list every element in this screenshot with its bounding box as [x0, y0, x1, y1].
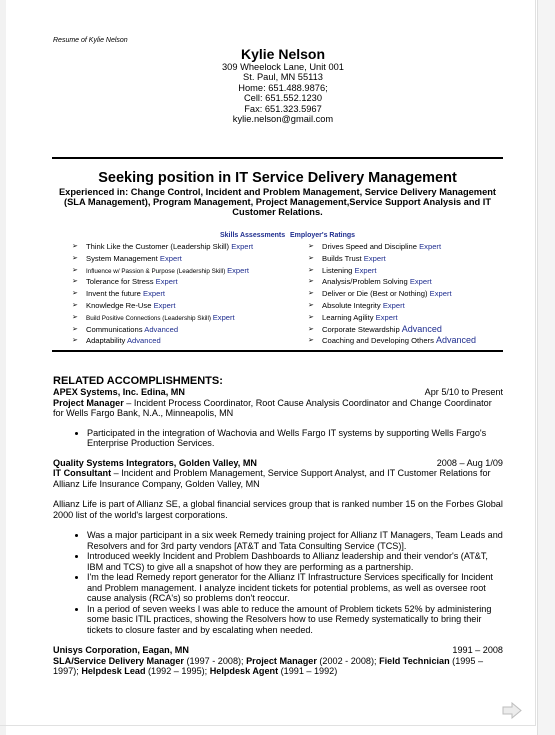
skill-item [308, 253, 476, 265]
skill-rating: Advanced [144, 324, 179, 334]
skill-rating: Expert [429, 289, 452, 299]
skill-item [72, 324, 253, 336]
skill-rating: Advanced [126, 336, 161, 346]
unisys-role-5: Helpdesk Agent [209, 666, 279, 676]
list-item: • Was a major participant in a six week Remedy training project for Allianz IT Managers, Team Leads and Resolvers and for 3rd party vendors [AT&T and Tata Consulting Service (TCS)]. [87, 530, 503, 551]
section-heading: RELATED ACCOMPLISHMENTS: [53, 375, 223, 387]
skills-list-right [308, 241, 477, 347]
skill-name: Analysis/Problem Solving [322, 277, 408, 287]
arrow-bullet-icon: ➢ [72, 313, 78, 321]
apex-job-row [53, 387, 503, 398]
cell-phone: Cell: 651.552.1230 [243, 93, 323, 104]
skill-name: Build Positive Connections (Leadership Skill) [86, 314, 211, 322]
skill-item [308, 335, 477, 347]
skill-name: Communications [86, 324, 143, 334]
skill-item [72, 300, 253, 312]
objective-title: Seeking position in IT Service Delivery Management [98, 170, 457, 186]
arrow-bullet-icon: ➢ [72, 243, 78, 250]
unisys-job-row [53, 645, 503, 656]
skill-rating: Expert [153, 300, 176, 310]
unisys-role-3-dates: (1995 – 1997); [53, 655, 484, 676]
skill-name: Tolerance for Stress [86, 277, 154, 287]
unisys-role-1-dates: (1997 - 2008); [183, 655, 247, 666]
skill-item [72, 241, 254, 253]
unisys-role-3: Field Technician [379, 655, 450, 666]
divider-middle [52, 350, 503, 352]
skill-rating: Expert [212, 312, 235, 322]
unisys-role-2-dates: (2002 - 2008); [316, 655, 380, 666]
skill-name: System Management [86, 253, 158, 263]
skill-rating: Expert [419, 242, 442, 251]
skill-item [72, 253, 253, 265]
unisys-role-2: Project Manager [246, 655, 317, 666]
skill-name: Knowledge Re-Use [86, 300, 152, 310]
skill-name: Adaptability [86, 336, 126, 346]
skill-rating: Expert [155, 277, 178, 287]
skill-name: Think Like the Customer (Leadership Skill) [86, 242, 230, 251]
skill-item [308, 241, 476, 253]
skills-list-left [72, 241, 254, 347]
arrow-bullet-icon: ➢ [72, 266, 78, 274]
skill-rating: Advanced [401, 323, 442, 334]
arrow-right-icon[interactable] [502, 702, 522, 719]
skill-rating: Expert [363, 253, 386, 263]
list-item: • Introduced weekly Incident and Problem Dashboards to Allianz leadership and their vendor's (AT&T, IBM and TCS) to give all a snapshot of how they are performing as a partnership. [87, 551, 503, 572]
arrow-bullet-icon: ➢ [72, 301, 78, 309]
skill-name: Listening [322, 265, 353, 275]
skill-rating: Expert [354, 265, 377, 275]
arrow-bullet-icon: ➢ [72, 325, 78, 333]
unisys-dates: 1991 – 2008 [452, 645, 503, 655]
objective-section [52, 170, 503, 218]
arrow-bullet-icon: ➢ [308, 325, 314, 333]
contact-block [150, 46, 416, 124]
skill-name: Deliver or Die (Best or Nothing) [322, 289, 428, 299]
skill-name: Absolute Integrity [322, 300, 381, 310]
allianz-description: Allianz Life is part of Allianz SE, a global financial services group that is ranked number 15 on the Forbes Global 2000 list of the world's largest corporations. [53, 499, 503, 520]
skill-rating: Expert [382, 300, 405, 310]
skill-item [72, 312, 253, 324]
qsi-role-title: IT Consultant [53, 468, 112, 478]
apex-role [53, 398, 503, 419]
skill-name: Coaching and Developing Others [322, 336, 434, 346]
qsi-role [53, 468, 503, 489]
unisys-company: Unisys Corporation, Eagan, MN [53, 645, 189, 655]
arrow-bullet-icon: ➢ [308, 301, 314, 309]
unisys-role-1: SLA/Service Delivery Manager [53, 655, 184, 666]
skill-name: Invent the future [86, 289, 141, 299]
skill-name: Influence w/ Passion & Purpose (Leadership Skill) [86, 267, 226, 275]
skills-assessments-header: Skills Assessments [220, 232, 286, 239]
apex-bullets [53, 428, 503, 449]
skill-item [308, 288, 476, 300]
skill-rating: Expert [375, 312, 398, 322]
qsi-dates: 2008 – Aug 1/09 [436, 457, 503, 468]
home-phone: Home: 651.488.9876; [238, 82, 328, 93]
skill-item [308, 323, 476, 336]
skill-rating: Expert [143, 289, 165, 299]
skill-name: Builds Trust [322, 253, 362, 263]
skill-rating: Advanced [436, 335, 477, 346]
unisys-role-4: Helpdesk Lead [81, 666, 146, 676]
skill-name: Drives Speed and Discipline [322, 242, 417, 251]
skill-rating: Expert [231, 242, 254, 251]
list-item: • I'm the lead Remedy report generator for the Allianz IT Infrastructure Services specifically for Incident and Problem management. I analyze incident tickets for potential problems, as well as oversee root cause analysis (RCA's) so problems don't reoccur. [87, 572, 503, 604]
arrow-bullet-icon: ➢ [308, 337, 314, 345]
candidate-name: Kylie Nelson [240, 46, 326, 62]
skill-item [72, 288, 253, 300]
arrow-bullet-icon: ➢ [308, 278, 314, 286]
skill-item [72, 335, 253, 347]
unisys-role-5-dates: (1991 – 1992) [278, 666, 338, 676]
skill-item [308, 312, 476, 324]
skill-name: Corporate Stewardship [322, 324, 400, 334]
arrow-bullet-icon: ➢ [308, 254, 314, 262]
arrow-bullet-icon: ➢ [308, 290, 314, 298]
experience-summary: Experienced in: Change Control, Incident and Problem Management, Service Delivery Management (SLA Management), Program Management, Project Management,Service Support Analysis and IT Customer Relations. [58, 187, 497, 218]
unisys-role-4-dates: (1992 – 1995); [145, 666, 210, 676]
skill-rating: Expert [159, 253, 182, 263]
arrow-bullet-icon: ➢ [308, 266, 314, 274]
arrow-bullet-icon: ➢ [308, 313, 314, 321]
arrow-bullet-icon: ➢ [72, 254, 78, 262]
list-item: • Participated in the integration of Wachovia and Wells Fargo IT systems by supporting Wells Fargo's Enterprise Production Services. [87, 428, 503, 449]
qsi-job-row [53, 458, 503, 469]
running-header: Resume of Kylie Nelson [53, 37, 128, 44]
qsi-role-description: – Incident and Problem Management, Service Support Analyst, and IT Customer Relations for Allianz Life Insurance Company, Golden Valley, MN [53, 468, 491, 489]
email-address[interactable]: kylie.nelson@gmail.com [232, 114, 334, 125]
arrow-bullet-icon: ➢ [72, 290, 78, 298]
list-item: • In a period of seven weeks I was able to reduce the amount of Problem tickets 52% by administering some basic ITIL practices, showing the Resolvers how to use Remedy systematically to bring their tickets to closure faster and by escalating when needed. [87, 604, 503, 636]
fax-number: Fax: 651.323.5967 [244, 103, 322, 114]
unisys-roles [53, 656, 503, 677]
skill-name: Learning Agility [322, 312, 374, 322]
address-line-2: St. Paul, MN 55113 [243, 72, 323, 83]
accomplishments-section [53, 376, 503, 677]
employer-ratings-header: Employer's Ratings [290, 232, 356, 239]
scrollbar[interactable] [537, 0, 555, 735]
skill-item [308, 265, 476, 277]
qsi-bullets [53, 530, 503, 635]
skill-item [308, 300, 476, 312]
arrow-bullet-icon: ➢ [308, 243, 314, 250]
apex-role-description: – Incident Process Coordinator, Root Cause Analysis Coordinator and Change Coordinator for Wells Fargo Bank, N.A., Minneapolis, MN [53, 397, 492, 418]
arrow-bullet-icon: ➢ [72, 337, 78, 345]
arrow-bullet-icon: ➢ [72, 278, 78, 286]
skill-rating: Expert [227, 265, 250, 275]
apex-dates: Apr 5/10 to Present [424, 387, 503, 397]
apex-role-title: Project Manager [53, 397, 124, 408]
address-line-1: 309 Wheelock Lane, Unit 001 [222, 62, 344, 72]
skill-item [308, 276, 476, 288]
skill-rating: Expert [409, 277, 432, 287]
apex-company: APEX Systems, Inc. Edina, MN [53, 387, 185, 397]
skill-item [72, 265, 253, 277]
divider-top [52, 157, 503, 159]
skill-item [72, 276, 253, 288]
qsi-company: Quality Systems Integrators, Golden Valley, MN [53, 457, 257, 468]
